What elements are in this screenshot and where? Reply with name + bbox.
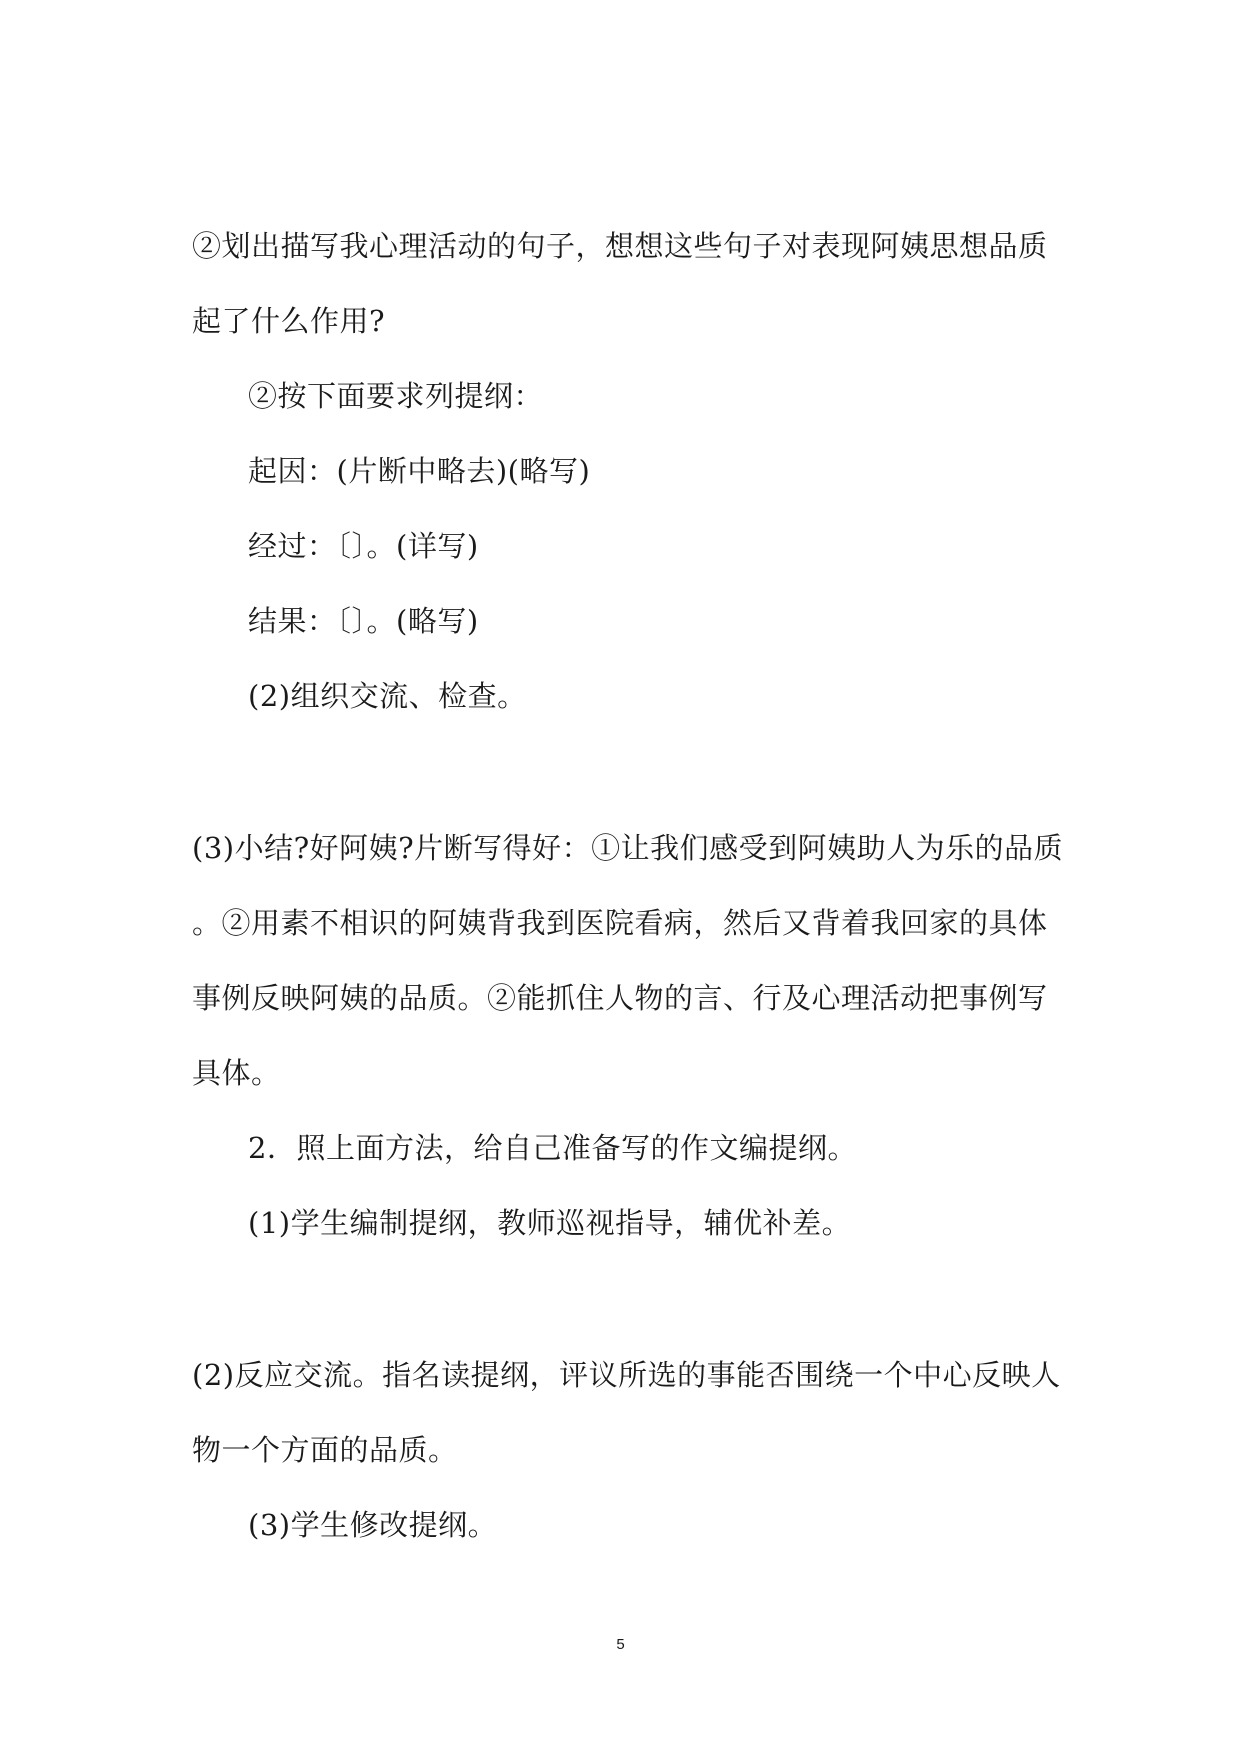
text-line: ②划出描写我心理活动的句子，想想这些句子对表现阿姨思想品质	[192, 229, 1048, 263]
text-line: (1)学生编制提纲，教师巡视指导，辅优补差。	[248, 1206, 852, 1240]
text-line: 。②用素不相识的阿姨背我到医院看病，然后又背着我回家的具体	[192, 906, 1048, 940]
text-line: ②按下面要求列提纲：	[248, 379, 544, 413]
text-line: (3)学生修改提纲。	[248, 1508, 498, 1542]
text-line: 起因：(片断中略去)(略写)	[248, 454, 591, 488]
text-line: 2．照上面方法，给自己准备写的作文编提纲。	[248, 1131, 857, 1165]
text-line: 物一个方面的品质。	[192, 1433, 458, 1467]
text-line: 经过：〔〕。(详写)	[248, 529, 479, 563]
page-number: 5	[616, 1636, 625, 1653]
text-line: 具体。	[192, 1056, 281, 1090]
text-line: (2)组织交流、检查。	[248, 679, 527, 713]
text-line: 结果：〔〕。(略写)	[248, 604, 479, 638]
text-line: 事例反映阿姨的品质。②能抓住人物的言、行及心理活动把事例写	[192, 981, 1048, 1015]
text-line: 起了什么作用?	[192, 304, 386, 338]
text-line: (3)小结?好阿姨?片断写得好：①让我们感受到阿姨助人为乐的品质	[192, 831, 1064, 865]
text-line: (2)反应交流。指名读提纲，评议所选的事能否围绕一个中心反映人	[192, 1358, 1061, 1392]
